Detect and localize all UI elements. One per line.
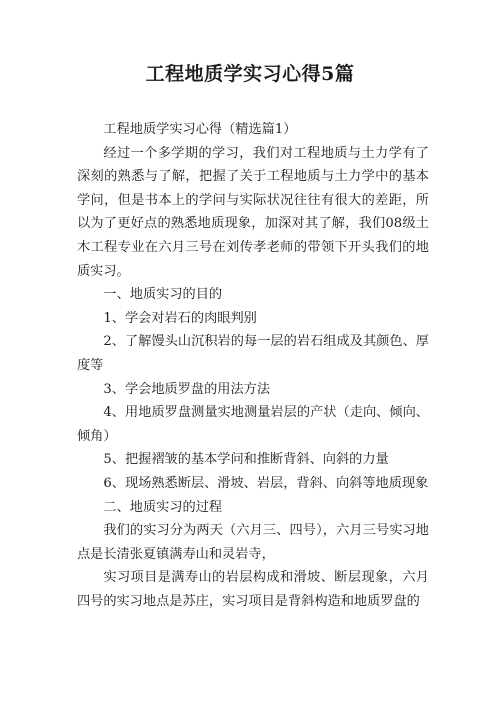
section-heading-process: 二、地质实习的过程: [103, 499, 223, 515]
paragraph-process-2: 实习项目是满寿山的岩层构成和滑坡、断层现象，六月四号的实习地点是苏庄，实习项目是背斜构造和地质罗盘的: [77, 570, 429, 609]
list-item-purpose-3: 3、学会地质罗盘的用法方法: [103, 381, 271, 397]
list-item-purpose-2: 2、了解馒头山沉积岩的每一层的岩石组成及其颜色、厚度等: [77, 334, 429, 373]
list-item-purpose-1: 1、学会对岩石的肉眼判别: [103, 310, 257, 326]
list-item-purpose-5: 5、把握褶皱的基本学问和推断背斜、向斜的力量: [103, 452, 389, 468]
document-body: [77, 118, 429, 613]
paragraph-process-1: 我们的实习分为两天（六月三、四号），六月三号实习地点是长清张夏镇满寿山和灵岩寺，: [77, 523, 429, 562]
document-title: 工程地质学实习心得5篇: [145, 63, 355, 85]
list-item-purpose-4: 4、用地质罗盘测量实地测量岩层的产状（走向、倾向、倾角）: [77, 405, 429, 444]
list-item-purpose-6: 6、现场熟悉断层、滑坡、岩层，背斜、向斜等地质现象: [103, 475, 429, 491]
paragraph-subtitle: 工程地质学实习心得（精选篇1）: [103, 122, 297, 137]
section-heading-purpose: 一、地质实习的目的: [103, 287, 223, 303]
paragraph-intro: 经过一个多学期的学习，我们对工程地质与土力学有了深刻的熟悉与了解，把握了关于工程地质与土力学中的基本学问，但是书本上的学问与实际状况往往有很大的差距，所以为了更好点的熟悉地质现象，加深对其了解，我们08级土木工程专业在六月三号在刘传孝老师的带领下开头我们的地质实习。: [77, 145, 429, 279]
